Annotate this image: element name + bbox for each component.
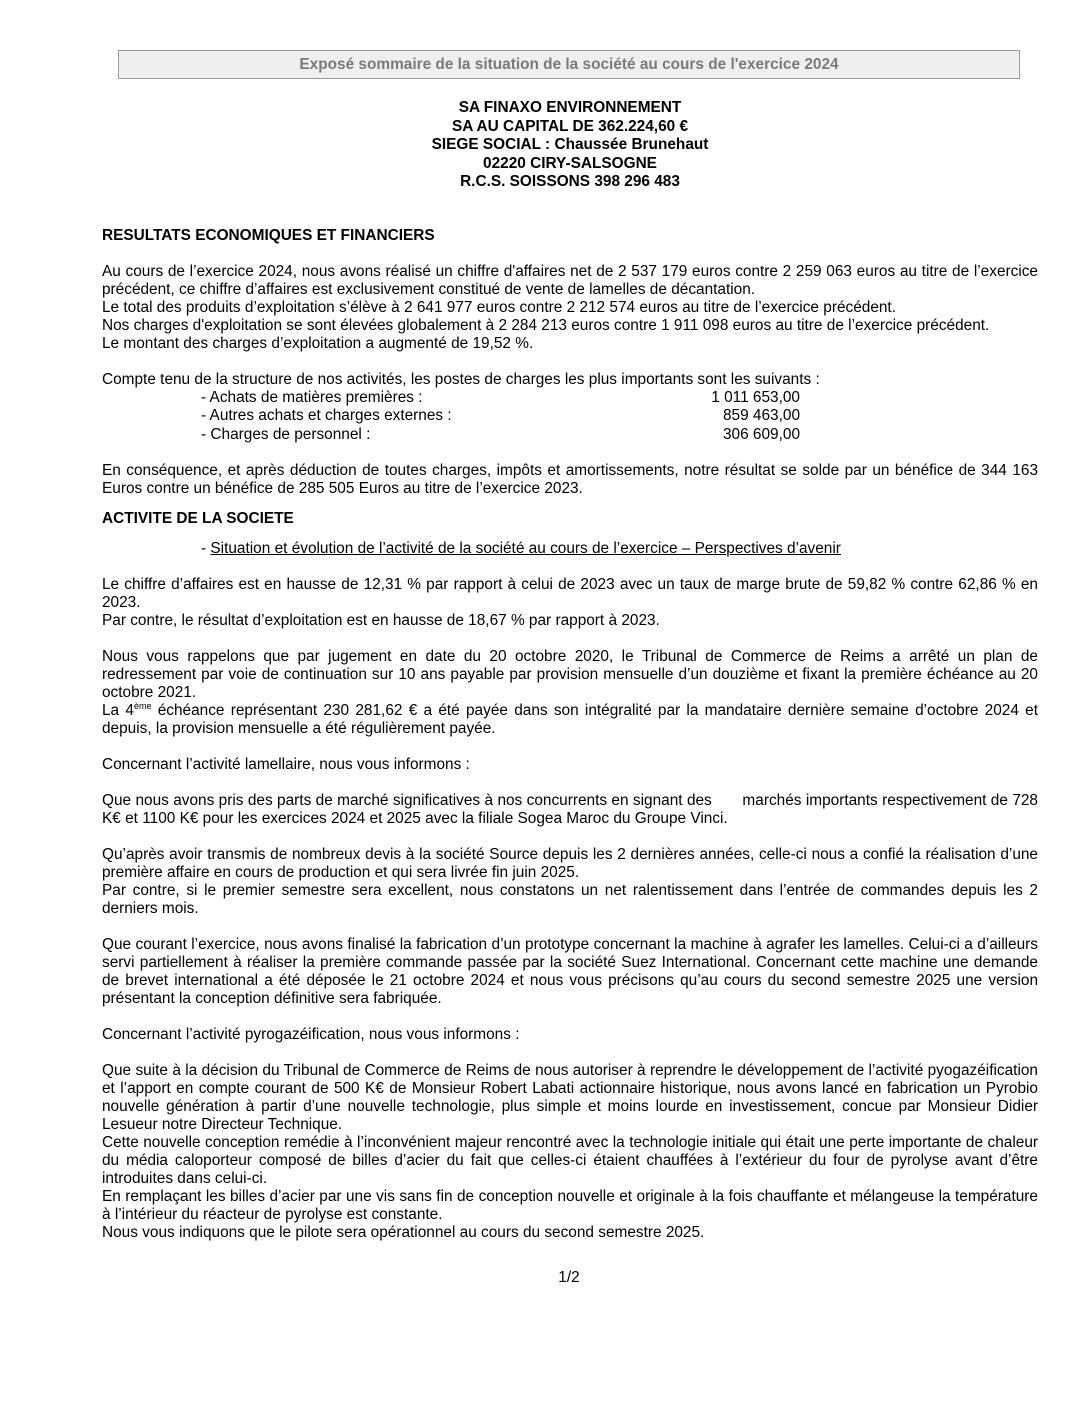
section-title-results: RESULTATS ECONOMIQUES ET FINANCIERS [102,227,435,244]
paragraph: Le total des produits d’exploitation s’élève à 2 641 977 euros contre 2 212 574 euros au titre de l’exercice précédent. [102,299,896,316]
paragraph: Au cours de l’exercice 2024, nous avons réalisé un chiffre d'affaires net de 2 537 179 euros contre 2 259 063 euros au titre de l’exercice précédent, ce chiffre d’affaires est exclusivement constitué de vente de lamelles de décantation. [102,263,1038,298]
paragraph: Le chiffre d’affaires est en hausse de 12,31 % par rapport à celui de 2023 avec un taux de marge brute de 59,82 % contre 62,86 % en 2023. [102,575,1038,611]
subsection-title [102,540,1038,558]
company-header [102,99,1038,192]
paragraph: Cette nouvelle conception remédie à l’inconvénient majeur rencontré avec la technologie initiale qui était une perte importante de chaleur du média caloporteur composé de billes d’acier du fait que celles-ci étaient chauffées à l’extérieur du four de pyrolyse avant d’être introduites dans celui-ci. [102,1133,1038,1187]
paragraph: Concernant l’activité lamellaire, nous vous informons : [102,755,470,773]
text-fragment: échéance représentant 230 281,62 € a été payée dans son intégralité par la mandataire dernière semaine d’octobre 2024 et depuis, la provision mensuelle a été régulièrement payée. [102,701,1038,737]
paragraph: En remplaçant les billes d’acier par une vis sans fin de conception nouvelle et originale à la fois chauffante et mélangeuse la température à l’intérieur du réacteur de pyrolyse est constante. [102,1187,1038,1223]
charge-row [102,389,1038,407]
charge-row [102,426,1038,444]
subsection-dash: - [201,539,211,557]
paragraph: Nous vous indiquons que le pilote sera opérationnel au cours du second semestre 2025. [102,1223,705,1241]
text-fragment: La 4 [102,701,134,719]
superscript: ème [133,700,152,711]
paragraph: Par contre, si le premier semestre sera excellent, nous constatons un net ralentissement dans l’entrée de commandes depuis les 2 derniers mois. [102,881,1038,917]
paragraph: Par contre, le résultat d’exploitation est en hausse de 18,67 % par rapport à 2023. [102,611,660,629]
charge-value: 1 011 653,00 [711,389,800,406]
document-banner: Exposé sommaire de la situation de la société au cours de l'exercice 2024 [118,50,1020,79]
charge-label: - Charges de personnel : [201,425,371,443]
paragraph: Que courant l’exercice, nous avons finalisé la fabrication d’un prototype concernant la machine à agrafer les lamelles. Celui-ci a d’ailleurs servi partiellement à réaliser la première commande passée par la société Suez International. Concernant cette machine une demande de brevet international a été déposée le 21 octobre 2024 et nous vous précisons qu’au cours du second semestre 2025 une version présentant la conception définitive sera fabriquée. [102,935,1038,1007]
paragraph: Nous vous rappelons que par jugement en date du 20 octobre 2020, le Tribunal de Commerce de Reims a arrêté un plan de redressement par voie de continuation sur 10 ans payable par provision mensuelle d’un douzième et fixant la première échéance au 20 octobre 2021. [102,647,1038,701]
paragraph: Que suite à la décision du Tribunal de Commerce de Reims de nous autoriser à reprendre le développement de l’activité pyogazéification et l’apport en compte courant de 500 K€ de Monsieur Robert Labati actionnaire historique, nous avons lancé en fabrication un Pyrobio nouvelle génération à partir d’une nouvelle technologie, plus simple et moins lourde en investissement, concue par Monsieur Didier Lesueur notre Directeur Technique. [102,1061,1038,1133]
paragraph: Nos charges d'exploitation se sont élevées globalement à 2 284 213 euros contre 1 911 098 euros au titre de l’exercice précédent. [102,317,990,334]
section-title-activity: ACTIVITE DE LA SOCIETE [102,509,294,527]
company-rcs: R.C.S. SOISSONS 398 296 483 [460,173,680,190]
paragraph: Compte tenu de la structure de nos activités, les postes de charges les plus importants sont les suivants : [102,371,820,388]
company-capital: SA AU CAPITAL DE 362.224,60 € [451,117,689,135]
paragraph: Le montant des charges d’exploitation a augmenté de 19,52 %. [102,335,534,352]
charge-label: - Achats de matières premières : [201,389,423,406]
company-name: SA FINAXO ENVIRONNEMENT [458,99,682,116]
page-number: 1/2 [558,1269,580,1286]
charge-value: 306 609,00 [722,425,800,443]
charge-label: - Autres achats et charges externes : [201,407,452,425]
paragraph: En conséquence, et après déduction de toutes charges, impôts et amortissements, notre résultat se solde par un bénéfice de 344 163 Euros contre un bénéfice de 285 505 Euros au titre de l’exercice 2023. [102,461,1038,497]
charge-row [102,407,1038,425]
document-body [102,227,1043,1242]
paragraph [102,702,1038,738]
company-address: SIEGE SOCIAL : Chaussée Brunehaut [431,136,709,153]
subsection-title-text: Situation et évolution de l’activité de la société au cours de l’exercice – Perspectives d’avenir [210,539,841,557]
charge-value: 859 463,00 [722,407,800,425]
paragraph: Que nous avons pris des parts de marché significatives à nos concurrents en signant des marchés importants respectivement de 728 K€ et 1100 K€ pour les exercices 2024 et 2025 avec la filiale Sogea Maroc du Groupe Vinci. [102,791,1043,827]
paragraph: Qu’après avoir transmis de nombreux devis à la société Source depuis les 2 dernières années, celle-ci nous a confié la réalisation d’une première affaire en cours de production et qui sera livrée fin juin 2025. [102,845,1038,881]
paragraph: Concernant l’activité pyrogazéification, nous vous informons : [102,1025,520,1043]
company-city: 02220 CIRY-SALSOGNE [483,154,657,172]
